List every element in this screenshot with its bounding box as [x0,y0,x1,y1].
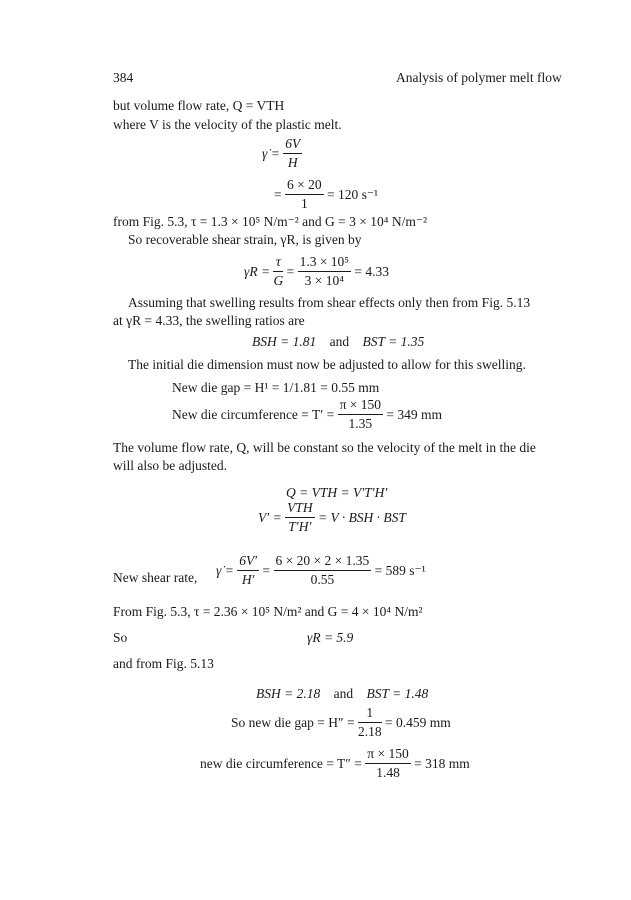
fraction [365,746,410,781]
denominator: 1 [300,196,308,212]
eq-result: = 349 mm [386,406,443,422]
text-line: Assuming that swelling results from shear effects only then from Fig. 5.13 [128,295,531,310]
numerator: 1 [358,705,382,723]
text-line: where V is the velocity of the plastic melt. [113,117,342,132]
denominator: T′H′ [288,519,312,535]
text-line: New shear rate, [113,570,198,585]
eq-lhs: new die circumference = T″ = [200,755,362,771]
page-number: 384 [113,70,134,85]
equation-new-circumference-1 [172,397,442,432]
eq-result: = 589 s⁻¹ [374,562,426,578]
equation-flow-rate: Q = VTH = V′T′H′ [286,485,388,500]
denominator: H′ [241,572,255,588]
eq-result: = 318 mm [414,755,470,771]
equation-recoverable-strain-2: γR = 5.9 [307,630,354,645]
equation-shear-rate [262,136,302,171]
equation-recoverable-strain: γR = $\frac{\tau}{G}$ = $\frac{\text{1.3 × 10⁵}}{\text{3 × 10⁴}}$ = 4.33 [244,254,390,289]
numerator: 6V′ [237,553,259,571]
text-line: will also be adjusted. [113,458,227,473]
eq-lhs: γ̇ = [262,145,280,161]
denominator: 1.48 [376,765,400,781]
numerator: 1.3 × 10⁵ [298,254,351,272]
text-line: from Fig. 5.3, τ = 1.3 × 10⁵ N/m⁻² and G = 3 × 10⁴ N/m⁻² [113,214,428,229]
text-line: From Fig. 5.3, τ = 2.36 × 10⁵ N/m² and G = 4 × 10⁴ N/m² [113,604,423,619]
numerator: π × 150 [338,397,383,415]
fraction [237,553,259,588]
eq-result: = 120 s⁻¹ [327,186,379,202]
bst-value: BST = 1.48 [366,686,429,701]
text-line: but volume flow rate, Q = VTH [113,98,285,113]
equation-new-circumference-2 [200,746,470,781]
bsh-value: BSH = 2.18 [256,686,321,701]
running-title: Analysis of polymer melt flow [396,70,562,85]
fraction [285,177,324,212]
fraction [273,254,283,289]
numerator: 6V [283,136,302,154]
eq-result: = 4.33 [354,263,390,279]
denominator: 0.55 [310,572,335,588]
equation-new-die-gap-1: New die gap = H¹ = 1/1.81 = 0.55 mm [172,380,380,395]
text-line: at γR = 4.33, the swelling ratios are [113,313,305,328]
bst-value: BST = 1.35 [362,334,425,349]
numerator: τ [273,254,283,272]
fraction [285,500,315,535]
eq-lhs: V′ = [258,509,282,525]
text-line: So recoverable shear strain, γR, is given by [128,232,362,247]
equation-shear-rate-value: = $\frac{6 \times 20}{1}$ = 120 s⁻¹ [274,177,379,212]
eq-result: = 0.459 mm [384,714,451,730]
equation-new-die-gap-2 [231,705,451,740]
eq-lhs: So new die gap = H″ = [231,714,355,730]
eq-lhs: New die circumference = T′ = [172,406,335,422]
equation-new-shear-rate: γ̇ = $\frac{6V'}{H'}$ = $\frac{6 \times 20 \times 2 \times 1.35}{0.55}$ = 589 s⁻¹ [216,553,426,588]
denominator: 2.18 [357,724,382,740]
text-line: and from Fig. 5.13 [113,656,214,671]
eq-lhs: γR = [244,263,271,279]
equation-swelling-ratios-1: BSH = 1.81 and BST = 1.35 [252,334,425,349]
numerator: VTH [285,500,315,518]
text-line: So [113,630,128,645]
numerator: 6 × 20 [285,177,324,195]
denominator: G [273,273,284,289]
eq-result: = V · BSH · BST [317,509,406,525]
equation-swelling-ratios-2: BSH = 2.18 and BST = 1.48 [256,686,429,701]
denominator: H [287,155,298,171]
fraction [298,254,351,289]
numerator: 6 × 20 × 2 × 1.35 [274,553,372,571]
eq-lhs: γ̇ = [216,562,234,578]
bsh-value: BSH = 1.81 [252,334,317,349]
fraction [274,553,372,588]
equation-new-velocity [258,500,406,535]
denominator: 1.35 [348,416,373,432]
fraction [283,136,302,171]
denominator: 3 × 10⁴ [304,273,344,289]
text-line: The initial die dimension must now be adjusted to allow for this swelling. [128,357,526,372]
numerator: π × 150 [365,746,410,764]
fraction [358,705,382,740]
text-line: The volume flow rate, Q, will be constant so the velocity of the melt in the die [113,440,536,455]
fraction [338,397,383,432]
